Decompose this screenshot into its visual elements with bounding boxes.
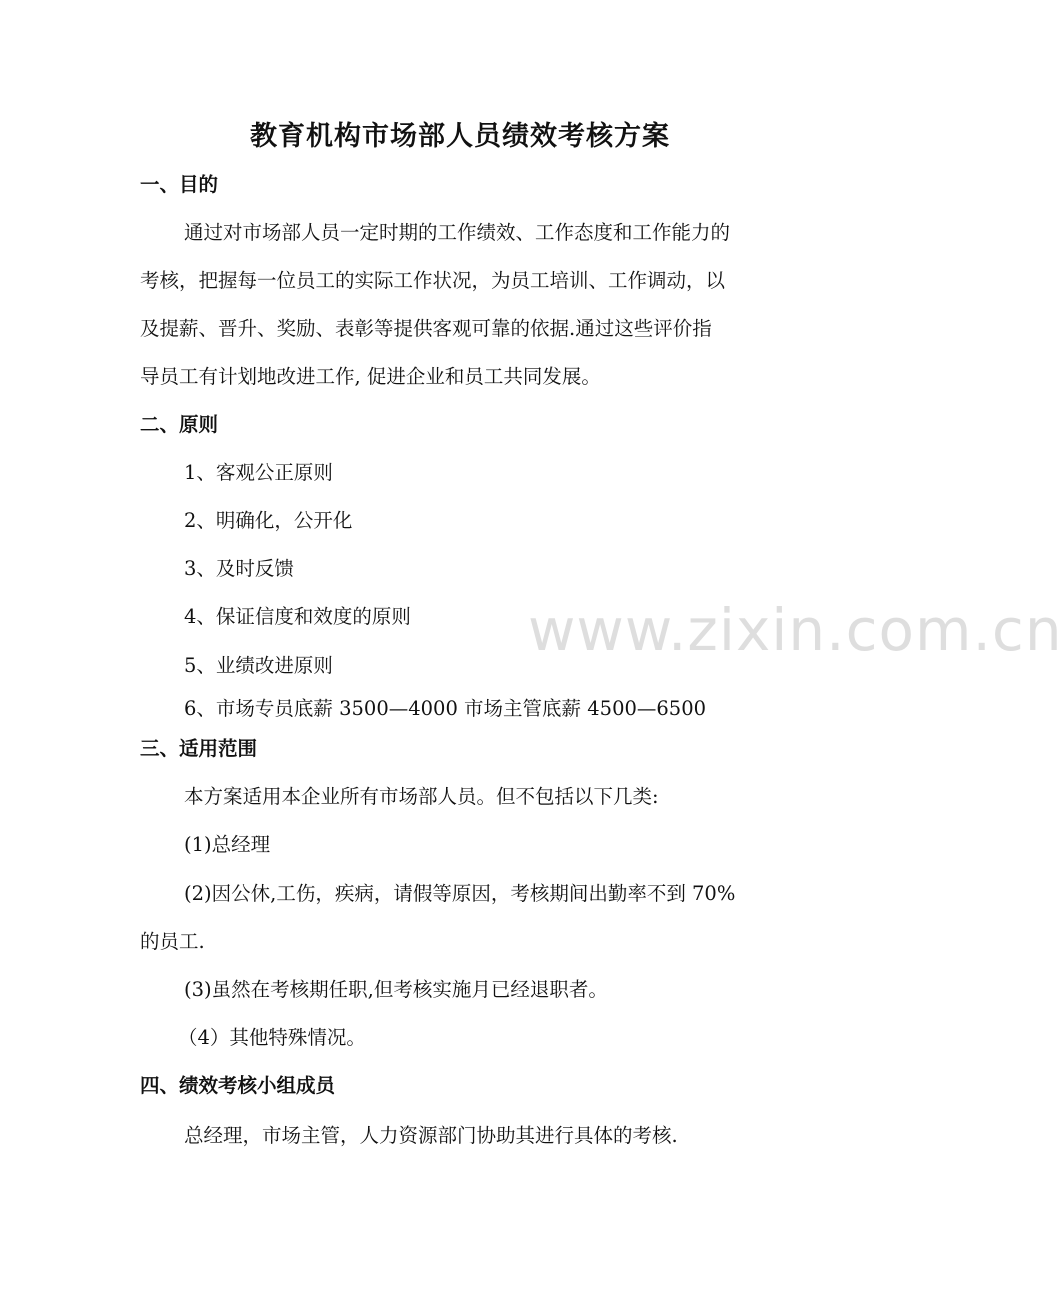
watermark: www.zixin.com.cn [528,596,1063,664]
section-heading-team: 四、绩效考核小组成员 [140,1074,336,1097]
section-heading-purpose: 一、目的 [140,173,219,196]
purpose-line-4: 导员工有计划地改进工作, 促进企业和员工共同发展。 [140,365,601,388]
principle-item-4: 4、保证信度和效度的原则 [184,605,411,628]
scope-line-4: 的员工. [140,930,205,953]
principle-item-5: 5、业绩改进原则 [184,654,333,677]
scope-line-6: （4）其他特殊情况。 [178,1026,366,1049]
team-line-1: 总经理，市场主管，人力资源部门协助其进行具体的考核. [184,1124,678,1147]
section-heading-principles: 二、原则 [140,413,219,436]
principle-item-2: 2、明确化，公开化 [184,509,353,532]
section-heading-scope: 三、适用范围 [140,737,258,760]
principle-item-3: 3、及时反馈 [184,557,294,580]
principle-item-1: 1、客观公正原则 [184,461,333,484]
document-title: 教育机构市场部人员绩效考核方案 [250,121,670,152]
scope-line-2: (1)总经理 [184,833,271,856]
purpose-line-2: 考核，把握每一位员工的实际工作状况，为员工培训、工作调动，以 [140,269,726,292]
principle-item-6: 6、市场专员底薪 3500—4000 市场主管底薪 4500—6500 [184,697,707,720]
scope-line-5: (3)虽然在考核期任职,但考核实施月已经退职者。 [184,978,608,1001]
purpose-line-1: 通过对市场部人员一定时期的工作绩效、工作态度和工作能力的 [184,221,731,244]
purpose-line-3: 及提薪、晋升、奖励、表彰等提供客观可靠的依据.通过这些评价指 [140,317,712,340]
scope-line-3: (2)因公休,工伤，疾病，请假等原因，考核期间出勤率不到 70% [184,882,736,905]
scope-line-1: 本方案适用本企业所有市场部人员。但不包括以下几类: [184,785,659,808]
